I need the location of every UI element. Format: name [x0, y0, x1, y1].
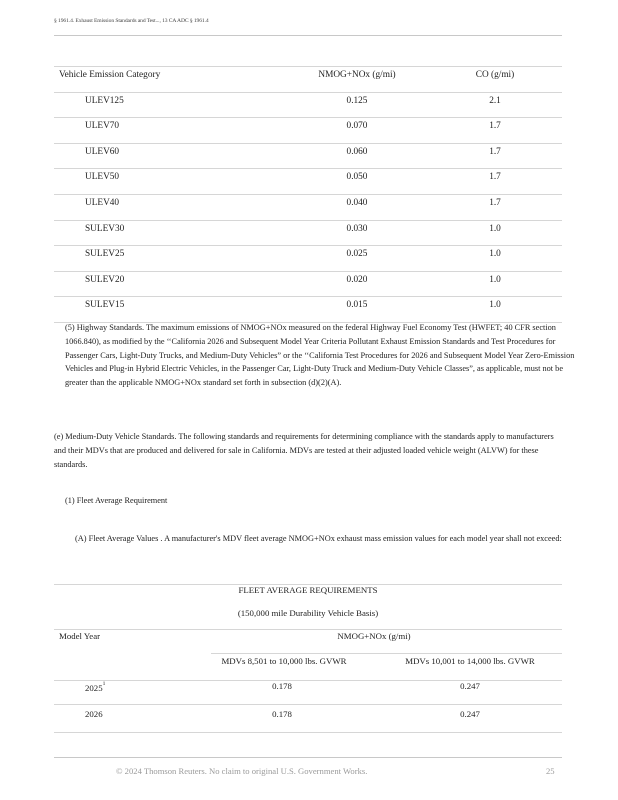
table-header-row: Vehicle Emission Category NMOG+NOx (g/mi) CO (g/mi)	[54, 66, 562, 92]
model-year-cell: 2025$^1$	[85, 681, 106, 693]
category-cell: ULEV40	[85, 197, 120, 208]
category-cell: ULEV50	[85, 172, 120, 183]
mdv-heavy-value-cell: 0.247	[460, 709, 480, 719]
category-cell: ULEV60	[85, 146, 120, 157]
table-row: SULEV25 0.025 1.0	[54, 245, 562, 271]
table-row: SULEV30 0.030 1.0	[54, 220, 562, 246]
mdv-light-value-cell: 0.178	[272, 681, 292, 691]
table-title: FLEET AVERAGE REQUIREMENTS	[238, 585, 378, 595]
table-subtitle: (150,000 mile Durability Vehicle Basis)	[237, 608, 379, 618]
model-year-cell: 2026	[85, 709, 103, 719]
table-row: ULEV60 0.060 1.7	[54, 143, 562, 169]
category-cell: SULEV15	[85, 300, 125, 311]
table-row: SULEV15 0.015 1.0	[54, 296, 562, 323]
fleet-average-values-paragraph: (A) Fleet Average Values . A manufacturer's MDV fleet average NMOG+NOx exhaust mass emission values for each model year shall not exceed:	[75, 534, 562, 543]
table-rule	[211, 653, 562, 654]
table-row: ULEV40 0.040 1.7	[54, 194, 562, 220]
category-cell: ULEV70	[85, 121, 120, 132]
fleet-average-requirement-heading: (1) Fleet Average Requirement	[65, 496, 168, 505]
column-group-nmog-nox: NMOG+NOx (g/mi)	[337, 631, 411, 641]
mdv-light-value-cell: 0.178	[272, 709, 292, 719]
category-cell: ULEV125	[85, 95, 124, 106]
copyright-footer: © 2024 Thomson Reuters. No claim to original U.S. Government Works.	[116, 766, 368, 776]
mdv-heavy-value-cell: 0.247	[460, 681, 480, 691]
subheader-mdv-heavy: MDVs 10,001 to 14,000 lbs. GVWR	[405, 656, 535, 666]
header-divider	[54, 35, 562, 36]
category-cell: SULEV30	[85, 223, 125, 234]
table-row: ULEV125 0.125 2.1	[54, 92, 562, 118]
footer-divider	[54, 757, 562, 758]
running-header: § 1961.4. Exhaust Emission Standards and Test..., 13 CA ADC § 1961.4	[54, 18, 209, 24]
table-rule	[54, 680, 562, 681]
highway-standards-paragraph: (5) Highway Standards. The maximum emissions of NMOG+NOx measured on the federal Highway Fuel Economy Test (HWFET; 40 CFR section 1066.840), as modified by the ‘‘California 2026 and Subsequent Model Year Criteria Pollutant Exhaust Emission Standards and Test Procedures for Passenger Cars, Light-Duty Trucks, and Medium-Duty Vehicles” or the ‘‘California Test Procedures for 2026 and Subsequent Model Year Zero-Emission Vehicles and Plug-in Hybrid Electric Vehicles, in the Passenger Car, Light-Duty Truck and Medium-Duty Vehicle Classes”, as applicable, must not be greater than the applicable NMOG+NOx standard set forth in subsection (d)(2)(A).	[65, 323, 575, 388]
page-number: 25	[546, 766, 555, 776]
subheader-mdv-light: MDVs 8,501 to 10,000 lbs. GVWR	[221, 656, 347, 666]
column-header-category: Vehicle Emission Category	[59, 70, 161, 80]
emission-category-table	[54, 66, 562, 323]
column-header-model-year: Model Year	[59, 631, 101, 641]
medium-duty-standards-paragraph: (e) Medium-Duty Vehicle Standards. The following standards and requirements for determining compliance with the standards apply to manufacturers and their MDVs that are produced and delivered for sale in California. MDVs are tested at their adjusted loaded vehicle weight (ALVW) for these standards.	[54, 432, 554, 469]
table-row: ULEV50 0.050 1.7	[54, 168, 562, 194]
table-rule	[54, 704, 562, 705]
table-rule	[54, 629, 562, 630]
table-row: SULEV20 0.020 1.0	[54, 271, 562, 297]
table-rule	[54, 732, 562, 733]
footnote-marker: 1	[102, 681, 106, 687]
category-cell: SULEV25	[85, 249, 125, 260]
category-cell: SULEV20	[85, 274, 125, 285]
table-row: ULEV70 0.070 1.7	[54, 117, 562, 143]
